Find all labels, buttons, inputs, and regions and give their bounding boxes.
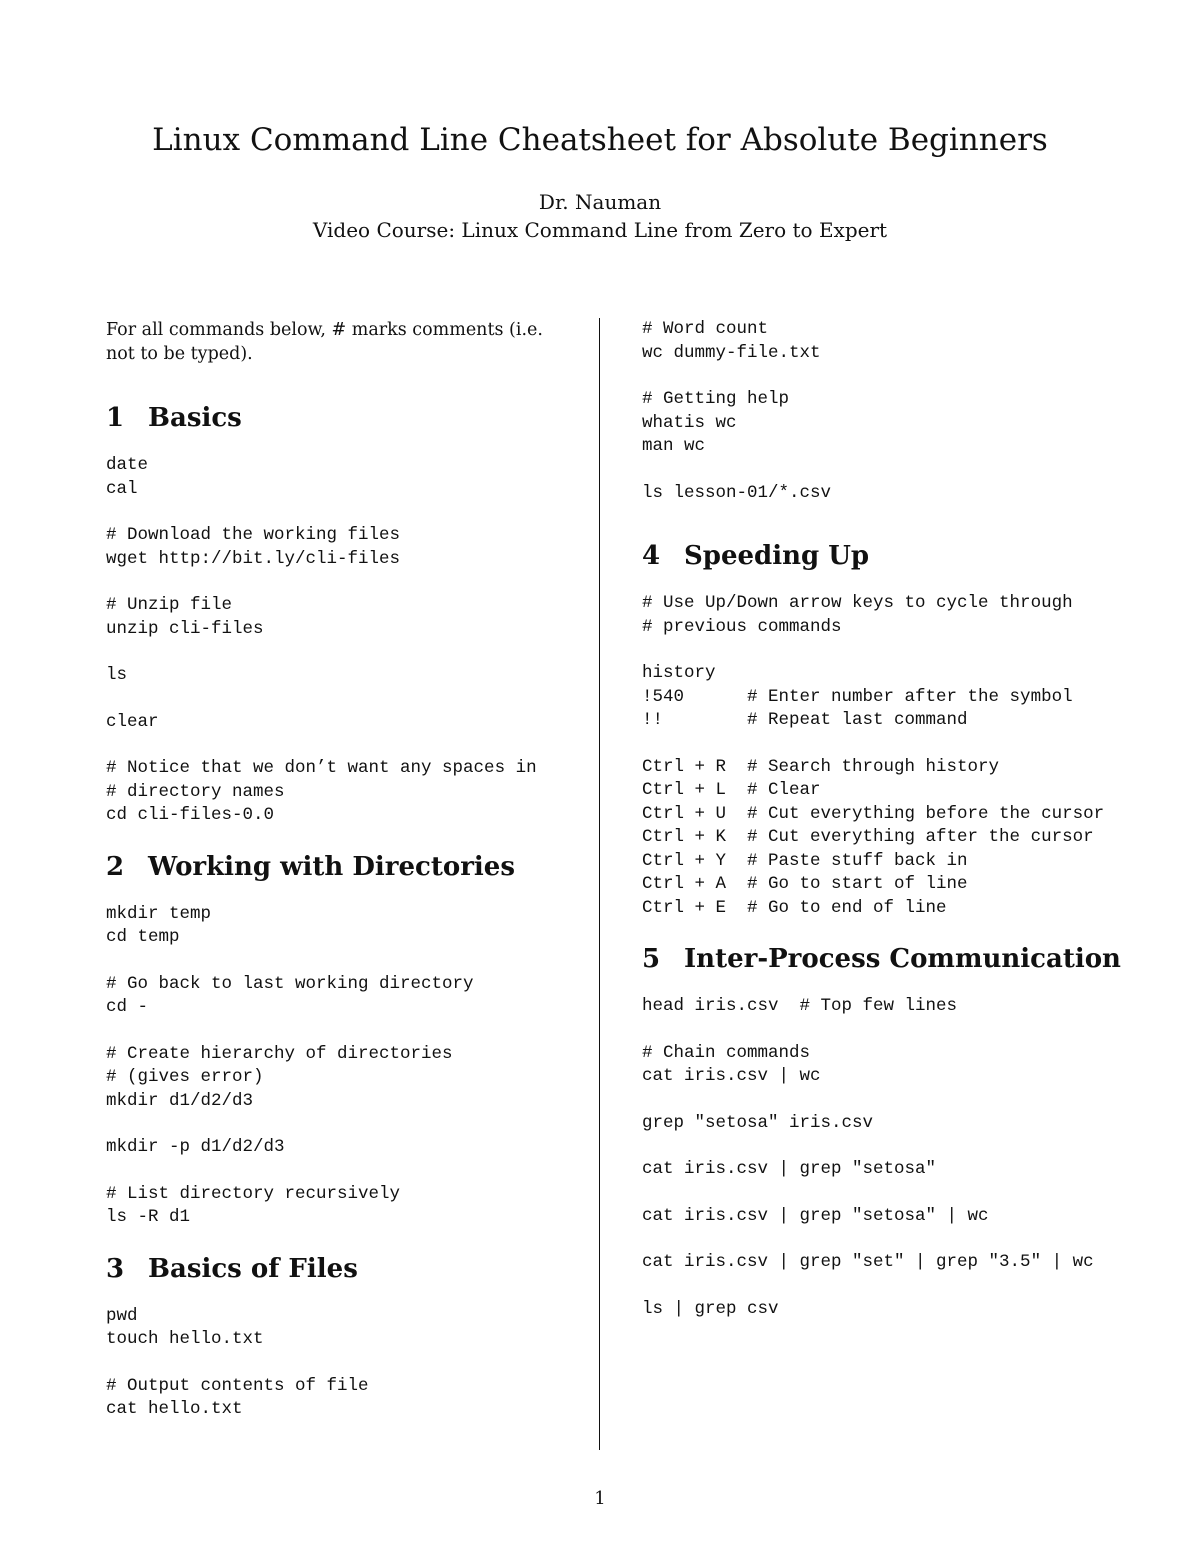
section-number: 4 (642, 541, 661, 571)
section-number: 2 (106, 851, 125, 882)
code-line: mkdir d1/d2/d3 (106, 1090, 254, 1111)
code-block (106, 1183, 576, 1230)
section-speeding-up (642, 540, 1162, 920)
code-block (642, 1112, 1162, 1136)
document-title: Linux Command Line Cheatsheet for Absolute Beginners (152, 122, 1048, 158)
section-title: Inter-Process Communication (684, 944, 1121, 974)
code-block (642, 1158, 1162, 1182)
section-heading (106, 851, 576, 883)
code-block (642, 1298, 1162, 1322)
code-block (106, 454, 576, 501)
code-line: # Use Up/Down arrow keys to cycle through (642, 593, 1073, 613)
code-line: cd temp (106, 927, 180, 947)
code-block (642, 662, 1162, 733)
code-line: unzip cli-files (106, 618, 264, 639)
code-line: cat iris.csv | grep "setosa" | wc (642, 1205, 989, 1226)
left-column (106, 318, 576, 1445)
section-inter-process-communication (642, 943, 1162, 1321)
section-heading (106, 402, 576, 434)
code-line: # Getting help (642, 389, 790, 409)
code-line: pwd (106, 1305, 138, 1326)
intro-text: For all commands below, # marks comments (i.e. not to be typed). (106, 320, 543, 364)
code-line: # Create hierarchy of directories (106, 1043, 453, 1064)
section-number: 5 (642, 944, 661, 974)
code-block (642, 482, 1162, 506)
code-line: head iris.csv # Top few lines (642, 996, 958, 1016)
page-number: 1 (594, 1488, 606, 1509)
code-block (106, 524, 576, 571)
section-title: Basics of Files (148, 1253, 358, 1284)
code-line: cd - (106, 997, 149, 1017)
code-line: # Notice that we don’t want any spaces in (106, 758, 537, 778)
code-block (106, 973, 576, 1020)
right-column (642, 318, 1162, 1344)
code-line: # Unzip file (106, 595, 233, 615)
code-line: ls (106, 665, 128, 685)
code-line: # Download the working files (106, 525, 401, 545)
code-line: Ctrl + K # Cut everything after the cursor (642, 827, 1094, 847)
code-line: !540 # Enter number after the symbol (642, 686, 1073, 707)
code-block (106, 903, 576, 950)
code-line: Ctrl + E # Go to end of line (642, 897, 947, 918)
code-line: # previous commands (642, 616, 842, 637)
section-title: Working with Directories (148, 851, 515, 882)
section-heading (106, 1253, 576, 1285)
author-name: Dr. Nauman (538, 190, 662, 214)
code-block (642, 592, 1162, 639)
code-line: cat iris.csv | grep "setosa" (642, 1159, 937, 1179)
code-line: Ctrl + R # Search through history (642, 756, 1000, 777)
code-block (642, 1251, 1162, 1275)
code-line: grep "setosa" iris.csv (642, 1112, 874, 1133)
code-line: man wc (642, 436, 706, 456)
section-working-with-directories (106, 851, 576, 1230)
code-line: wc dummy-file.txt (642, 342, 821, 363)
code-block (106, 664, 576, 688)
section-heading (642, 540, 1162, 572)
code-line: Ctrl + L # Clear (642, 780, 821, 800)
section-title: Speeding Up (684, 541, 870, 571)
code-block (642, 1205, 1162, 1229)
code-line: clear (106, 711, 159, 732)
code-line: mkdir -p d1/d2/d3 (106, 1137, 285, 1157)
code-line: whatis wc (642, 412, 737, 433)
code-line: cal (106, 478, 138, 499)
code-line: # (gives error) (106, 1067, 264, 1087)
document-header (0, 120, 1200, 244)
code-line: ls lesson-01/*.csv (642, 482, 832, 503)
code-block (642, 1042, 1162, 1089)
section-number: 3 (106, 1253, 125, 1284)
code-line: Ctrl + A # Go to start of line (642, 874, 968, 894)
code-block (642, 388, 1162, 459)
code-block (106, 1305, 576, 1352)
code-line: # List directory recursively (106, 1183, 401, 1204)
code-line: cat hello.txt (106, 1399, 243, 1419)
section-number: 1 (106, 403, 125, 433)
code-line: # Chain commands (642, 1042, 811, 1063)
section-title: Basics (148, 403, 242, 433)
section-heading (642, 943, 1162, 975)
section-basics (106, 402, 576, 828)
code-line: Ctrl + Y # Paste stuff back in (642, 850, 968, 871)
code-line: ls | grep csv (642, 1298, 779, 1319)
code-line: # directory names (106, 781, 285, 802)
code-line: mkdir temp (106, 903, 212, 924)
code-block (642, 995, 1162, 1019)
code-block (106, 757, 576, 828)
code-line: cat iris.csv | grep "set" | grep "3.5" | wc (642, 1252, 1094, 1272)
code-line: # Output contents of file (106, 1375, 369, 1396)
section-basics-of-files (106, 1253, 576, 1422)
code-line: cd cli-files-0.0 (106, 805, 275, 825)
code-block (642, 318, 1162, 365)
code-line: Ctrl + U # Cut everything before the cursor (642, 803, 1105, 824)
code-line: cat iris.csv | wc (642, 1066, 821, 1086)
code-block (106, 594, 576, 641)
code-block (106, 1043, 576, 1114)
code-line: ls -R d1 (106, 1207, 191, 1227)
column-divider (599, 318, 600, 1450)
code-line: wget http://bit.ly/cli-files (106, 548, 401, 569)
code-block (106, 1136, 576, 1160)
code-block (106, 711, 576, 735)
course-name: Video Course: Linux Command Line from Zero to Expert (312, 218, 888, 242)
code-line: history (642, 663, 716, 683)
code-line: date (106, 455, 149, 475)
code-block (642, 756, 1162, 921)
code-line: # Word count (642, 319, 769, 339)
code-line: !! # Repeat last command (642, 710, 968, 730)
code-line: # Go back to last working directory (106, 973, 474, 994)
code-line: touch hello.txt (106, 1329, 264, 1349)
code-block (106, 1375, 576, 1422)
